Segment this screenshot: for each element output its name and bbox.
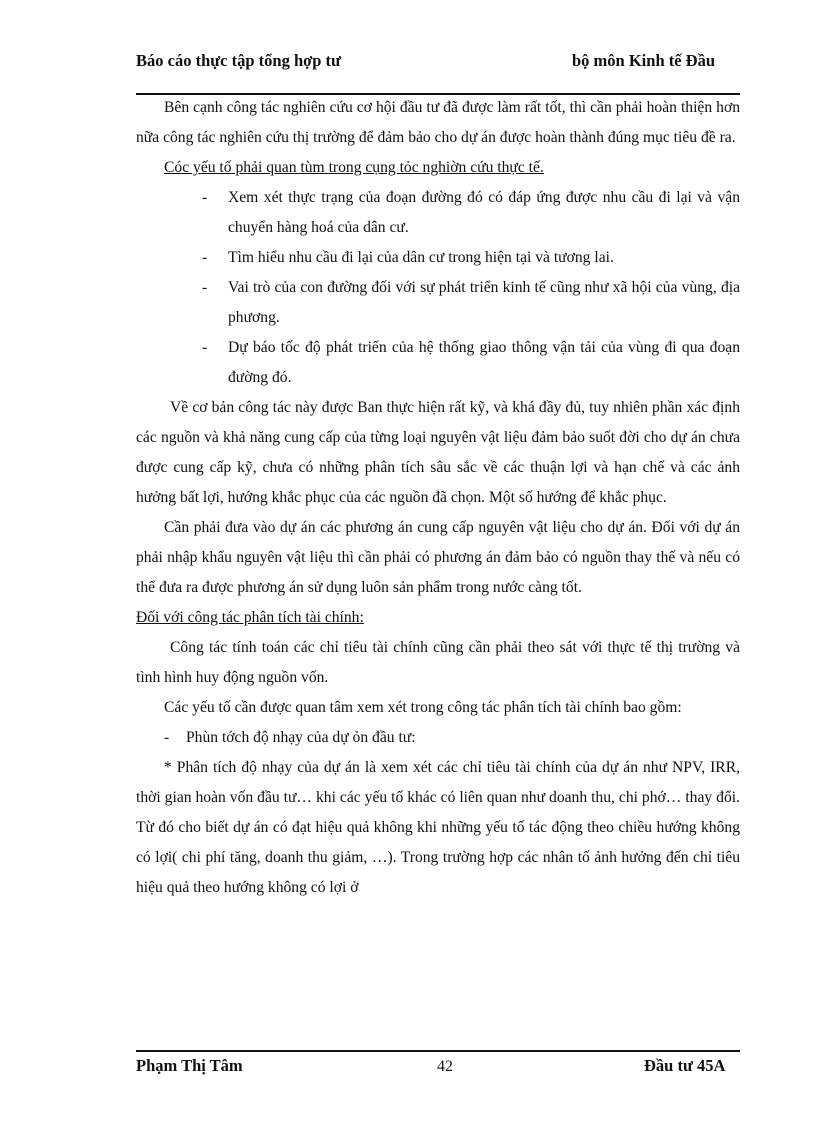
sub-item-sensitivity: - Phùn tớch độ nhạy của dự ỏn đầu tư: [136, 723, 740, 753]
paragraph-financial-indicators: Công tác tính toán các chỉ tiêu tài chính cũng cần phải theo sát với thực tế thị trường và tình hình huy động nguồn vốn. [136, 639, 740, 686]
list-item: - Vai trò của con đường đối với sự phát triển kinh tế cũng như xã hội của vùng, địa phương. [136, 273, 740, 333]
paragraph-intro: Bên cạnh công tác nghiên cứu cơ hội đầu tư đã được làm rất tốt, thì cần phải hoàn thiện hơn nữa công tác nghiên cứu thị trường để đảm bảo cho dự án được hoàn thành đúng mục tiêu đề ra. [136, 99, 740, 146]
paragraph-financial-factors: Các yếu tố cần được quan tâm xem xét trong công tác phân tích tài chính bao gồm: [164, 699, 682, 716]
footer-author: Phạm Thị Tâm [136, 1056, 243, 1075]
paragraph-materials: Cần phải đưa vào dự án các phương án cung cấp nguyên vật liệu cho dự án. Đối với dự án phải nhập khẩu nguyên vật liệu thì cần phải có phương án đảm bảo có nguồn thay thế và nếu có thể đưa ra được phương án sử dụng luôn sản phẩm trong nước càng tốt. [136, 519, 740, 596]
list-item: - Dự báo tốc độ phát triển của hệ thống giao thông vận tải của vùng đi qua đoạn đường đó. [136, 333, 740, 393]
section-heading-financial: Đối với công tác phân tích tài chính: [136, 609, 364, 626]
factor-list [136, 183, 740, 393]
footer-rule [136, 1050, 740, 1052]
page-body [136, 93, 740, 903]
header-title-left: Báo cáo thực tập tổng hợp tư [136, 51, 341, 70]
list-item: - Xem xét thực trạng của đoạn đường đó có đáp ứng được nhu cầu đi lại và vận chuyển hàng hoá của dân cư. [136, 183, 740, 243]
header-title-right: bộ môn Kinh tế Đầu [572, 51, 716, 70]
bullet-dash: - [164, 729, 170, 746]
bullet-dash: - [202, 339, 208, 356]
page-number: 42 [437, 1058, 453, 1075]
bullet-dash: - [202, 279, 208, 296]
list-item: - Tìm hiểu nhu cầu đi lại của dân cư trong hiện tại và tương lai. [136, 243, 740, 273]
bullet-dash: - [202, 249, 208, 266]
section-heading-factors: Cóc yếu tố phải quan tùm trong cụng tỏc nghiờn cứu thực tế. [164, 159, 544, 176]
paragraph-assessment: Về cơ bản công tác này được Ban thực hiện rất kỹ, và khá đầy đủ, tuy nhiên phần xác định các nguồn và khả năng cung cấp của từng loại nguyên vật liệu đảm bảo suốt đời cho dự án chưa được cung cấp kỹ, chưa có những phân tích sâu sắc về các thuận lợi và hạn chế và các ảnh hưởng bất lợi, hướng khắc phục của các nguồn đã chọn. Một số hướng để khắc phục. [136, 399, 740, 506]
bullet-dash: - [202, 189, 208, 206]
footer-class: Đầu tư 45A [644, 1056, 726, 1075]
paragraph-sensitivity: * Phân tích độ nhạy của dự án là xem xét các chỉ tiêu tài chính của dự án như NPV, IRR, thời gian hoàn vốn đầu tư… khi các yếu tố khác có liên quan như doanh thu, chi phớ… thay đổi. Từ đó cho biết dự án có đạt hiệu quả không khi những yếu tố tác động theo chiều hướng không có lợi( chi phí tăng, doanh thu giảm, …). Trong trường hợp các nhân tố ảnh hưởng đến chỉ tiêu hiệu quả theo hướng không có lợi ở [136, 759, 740, 896]
